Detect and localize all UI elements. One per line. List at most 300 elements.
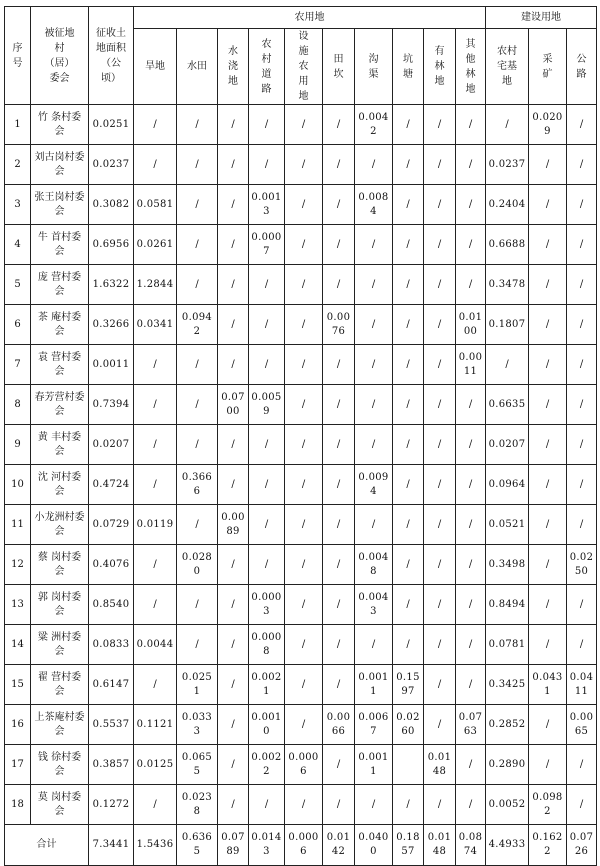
row-area: 0.4076	[89, 545, 134, 585]
row-value: 0.0942	[177, 305, 218, 345]
row-value: 0.0238	[177, 785, 218, 825]
row-value: /	[424, 225, 456, 265]
header-row-groups	[5, 7, 597, 29]
table-row	[5, 305, 597, 345]
table-row	[5, 265, 597, 305]
row-value: 0.0260	[393, 705, 424, 745]
header-agri-col: 田坎	[323, 29, 355, 105]
row-value: 0.3498	[486, 545, 529, 585]
row-value: /	[285, 185, 323, 225]
row-value: /	[134, 545, 177, 585]
row-value: 0.0089	[218, 505, 249, 545]
header-constr-col: 公路	[567, 29, 597, 105]
header-agri-col: 水浇地	[218, 29, 249, 105]
row-value: 0.0411	[567, 665, 597, 705]
row-area: 0.1272	[89, 785, 134, 825]
row-value: /	[177, 145, 218, 185]
row-value: 0.0341	[134, 305, 177, 345]
row-value: /	[285, 785, 323, 825]
row-value: /	[529, 545, 567, 585]
row-value: /	[323, 625, 355, 665]
header-agri-col: 坑塘	[393, 29, 424, 105]
row-value: /	[355, 505, 393, 545]
row-serial: 12	[5, 545, 31, 585]
row-value: 0.0011	[456, 345, 486, 385]
row-value: /	[456, 785, 486, 825]
row-value: /	[424, 545, 456, 585]
row-value: 0.2404	[486, 185, 529, 225]
row-value: /	[424, 585, 456, 625]
table-row	[5, 505, 597, 545]
row-value: /	[218, 225, 249, 265]
row-value: /	[567, 625, 597, 665]
row-value: 0.8494	[486, 585, 529, 625]
row-value: 0.0207	[486, 425, 529, 465]
row-value: /	[285, 345, 323, 385]
row-value: /	[424, 385, 456, 425]
header-agri-col: 沟渠	[355, 29, 393, 105]
row-value: /	[249, 785, 285, 825]
row-value: /	[393, 625, 424, 665]
row-value	[393, 745, 424, 785]
row-value: /	[218, 305, 249, 345]
row-value: /	[285, 625, 323, 665]
row-area: 0.0237	[89, 145, 134, 185]
total-value: 0.0400	[355, 825, 393, 866]
row-value: 0.1597	[393, 665, 424, 705]
header-agri-col: 旱地	[134, 29, 177, 105]
row-value: /	[393, 185, 424, 225]
row-value: 0.0094	[355, 465, 393, 505]
row-area: 0.6147	[89, 665, 134, 705]
row-value: 0.0148	[424, 745, 456, 785]
row-village: 蔡 岗村委会	[31, 545, 89, 585]
header-agri-group: 农用地	[134, 7, 486, 29]
total-value: 0.0874	[456, 825, 486, 866]
row-value: /	[393, 585, 424, 625]
row-value: /	[529, 385, 567, 425]
row-value: 0.0059	[249, 385, 285, 425]
row-area: 1.6322	[89, 265, 134, 305]
table-row	[5, 585, 597, 625]
row-value: /	[355, 425, 393, 465]
row-value: /	[567, 465, 597, 505]
total-value: 0.0726	[567, 825, 597, 866]
row-value: 0.0011	[355, 665, 393, 705]
row-village: 袁 营村委会	[31, 345, 89, 385]
total-value: 1.5436	[134, 825, 177, 866]
row-value: /	[323, 505, 355, 545]
row-value: /	[424, 785, 456, 825]
row-value: 0.2852	[486, 705, 529, 745]
row-value: /	[323, 585, 355, 625]
row-value: /	[323, 345, 355, 385]
row-serial: 18	[5, 785, 31, 825]
row-value: 0.0011	[355, 745, 393, 785]
row-area: 0.0833	[89, 625, 134, 665]
row-value: /	[567, 105, 597, 145]
row-value: /	[323, 145, 355, 185]
row-value: /	[177, 105, 218, 145]
row-value: 0.0333	[177, 705, 218, 745]
row-value: /	[424, 345, 456, 385]
table-row	[5, 105, 597, 145]
row-value: /	[529, 585, 567, 625]
row-value: 0.0042	[355, 105, 393, 145]
row-value: /	[218, 625, 249, 665]
row-area: 0.3857	[89, 745, 134, 785]
row-village: 莫 岗村委会	[31, 785, 89, 825]
row-value: /	[134, 145, 177, 185]
row-village: 竹 条村委会	[31, 105, 89, 145]
row-value: 0.3478	[486, 265, 529, 305]
row-value: /	[486, 105, 529, 145]
row-value: /	[249, 425, 285, 465]
table-row	[5, 345, 597, 385]
row-value: /	[567, 345, 597, 385]
row-value: /	[249, 265, 285, 305]
row-value: 0.6688	[486, 225, 529, 265]
row-value: 0.2890	[486, 745, 529, 785]
row-value: /	[393, 425, 424, 465]
row-value: /	[529, 745, 567, 785]
row-value: /	[177, 385, 218, 425]
row-value: /	[218, 185, 249, 225]
row-value: 0.0209	[529, 105, 567, 145]
row-village: 沈 河村委会	[31, 465, 89, 505]
row-value: 0.0003	[249, 585, 285, 625]
row-value: /	[424, 105, 456, 145]
header-agri-col: 有林地	[424, 29, 456, 105]
row-serial: 3	[5, 185, 31, 225]
row-value: 0.0052	[486, 785, 529, 825]
row-serial: 15	[5, 665, 31, 705]
row-serial: 1	[5, 105, 31, 145]
row-value: 0.0007	[249, 225, 285, 265]
row-value: 0.0280	[177, 545, 218, 585]
row-village: 牛 首村委会	[31, 225, 89, 265]
row-serial: 4	[5, 225, 31, 265]
total-value: 0.1857	[393, 825, 424, 866]
row-value: /	[323, 185, 355, 225]
row-value: /	[567, 745, 597, 785]
row-value: /	[134, 345, 177, 385]
row-value: /	[218, 425, 249, 465]
row-value: /	[567, 385, 597, 425]
row-value: /	[355, 265, 393, 305]
row-value: /	[529, 425, 567, 465]
row-value: /	[249, 305, 285, 345]
row-value: /	[567, 505, 597, 545]
row-value: 0.1807	[486, 305, 529, 345]
row-value: 0.0581	[134, 185, 177, 225]
row-area: 0.5537	[89, 705, 134, 745]
total-row	[5, 825, 597, 866]
row-value: /	[529, 185, 567, 225]
row-value: /	[456, 145, 486, 185]
row-value: 0.3666	[177, 465, 218, 505]
row-value: /	[456, 625, 486, 665]
row-value: /	[424, 185, 456, 225]
row-value: /	[456, 665, 486, 705]
row-value: /	[393, 465, 424, 505]
row-value: /	[424, 505, 456, 545]
header-serial: 序号	[5, 7, 31, 105]
table-row	[5, 145, 597, 185]
row-value: /	[218, 345, 249, 385]
row-value: /	[177, 505, 218, 545]
row-value: 0.0100	[456, 305, 486, 345]
row-value: /	[249, 105, 285, 145]
row-serial: 13	[5, 585, 31, 625]
row-value: /	[134, 425, 177, 465]
table-row	[5, 185, 597, 225]
row-value: 0.0261	[134, 225, 177, 265]
row-value: /	[285, 385, 323, 425]
row-value: /	[424, 145, 456, 185]
row-village: 钱 徐村委会	[31, 745, 89, 785]
row-value: /	[529, 345, 567, 385]
row-value: /	[424, 705, 456, 745]
row-value: 0.0010	[249, 705, 285, 745]
row-value: 0.0043	[355, 585, 393, 625]
row-value: /	[355, 345, 393, 385]
row-value: /	[529, 465, 567, 505]
row-value: /	[567, 305, 597, 345]
row-area: 0.3266	[89, 305, 134, 345]
row-value: /	[285, 265, 323, 305]
row-value: 0.0982	[529, 785, 567, 825]
row-value: /	[177, 585, 218, 625]
row-value: /	[567, 225, 597, 265]
row-value: 0.0022	[249, 745, 285, 785]
row-value: /	[393, 345, 424, 385]
total-value: 4.4933	[486, 825, 529, 866]
row-value: /	[285, 105, 323, 145]
header-constr-group: 建设用地	[486, 7, 597, 29]
land-acquisition-table-page	[4, 6, 596, 857]
row-value: /	[424, 305, 456, 345]
row-serial: 17	[5, 745, 31, 785]
row-value: /	[567, 185, 597, 225]
row-value: /	[393, 105, 424, 145]
row-value: /	[456, 225, 486, 265]
row-value: /	[218, 265, 249, 305]
row-value: /	[393, 505, 424, 545]
row-value: /	[529, 625, 567, 665]
row-value: /	[393, 265, 424, 305]
row-value: /	[393, 385, 424, 425]
row-value: /	[218, 105, 249, 145]
row-value: 0.0048	[355, 545, 393, 585]
row-area: 0.4724	[89, 465, 134, 505]
header-agri-col: 设施农用地	[285, 29, 323, 105]
row-area: 0.0207	[89, 425, 134, 465]
row-value: /	[285, 665, 323, 705]
row-value: /	[285, 225, 323, 265]
row-value: /	[456, 545, 486, 585]
row-value: /	[134, 665, 177, 705]
row-value: /	[393, 785, 424, 825]
row-value: 0.0076	[323, 305, 355, 345]
row-value: /	[177, 625, 218, 665]
row-area: 0.0011	[89, 345, 134, 385]
row-village: 翟 营村委会	[31, 665, 89, 705]
row-village: 春芳营村委会	[31, 385, 89, 425]
row-value: 0.6635	[486, 385, 529, 425]
row-value: 0.0250	[567, 545, 597, 585]
row-value: /	[285, 705, 323, 745]
table-row	[5, 665, 597, 705]
row-value: 0.0021	[249, 665, 285, 705]
row-value: /	[177, 265, 218, 305]
row-value: /	[323, 265, 355, 305]
land-acquisition-table	[4, 6, 597, 866]
row-value: /	[323, 545, 355, 585]
table-row	[5, 425, 597, 465]
row-value: /	[134, 385, 177, 425]
row-value: 0.0067	[355, 705, 393, 745]
row-value: /	[249, 145, 285, 185]
row-value: /	[249, 465, 285, 505]
row-value: /	[218, 545, 249, 585]
row-value: /	[486, 345, 529, 385]
row-value: /	[456, 185, 486, 225]
row-value: 0.0013	[249, 185, 285, 225]
row-value: /	[218, 705, 249, 745]
row-village: 粱 洲村委会	[31, 625, 89, 665]
row-value: /	[529, 505, 567, 545]
row-value: /	[249, 345, 285, 385]
row-value: 0.3425	[486, 665, 529, 705]
row-value: 0.0006	[285, 745, 323, 785]
row-value: /	[355, 385, 393, 425]
row-value: 0.0044	[134, 625, 177, 665]
row-value: /	[355, 625, 393, 665]
header-constr-col: 采矿	[529, 29, 567, 105]
row-value: 0.0781	[486, 625, 529, 665]
row-value: 0.0655	[177, 745, 218, 785]
row-value: /	[134, 585, 177, 625]
row-value: /	[456, 265, 486, 305]
row-value: /	[355, 145, 393, 185]
row-value: /	[567, 425, 597, 465]
table-row	[5, 625, 597, 665]
row-value: /	[529, 305, 567, 345]
row-value: 0.0008	[249, 625, 285, 665]
header-village: 被征地村（居）委会	[31, 7, 89, 105]
table-row	[5, 745, 597, 785]
row-village: 郭 岗村委会	[31, 585, 89, 625]
row-value: 0.1121	[134, 705, 177, 745]
table-row	[5, 465, 597, 505]
row-value: /	[134, 105, 177, 145]
row-value: /	[456, 425, 486, 465]
row-value: /	[218, 465, 249, 505]
row-value: /	[218, 785, 249, 825]
header-agri-col: 其他林地	[456, 29, 486, 105]
row-village: 小龙洲村委会	[31, 505, 89, 545]
row-value: /	[249, 505, 285, 545]
row-serial: 11	[5, 505, 31, 545]
row-value: 0.0065	[567, 705, 597, 745]
row-value: /	[218, 745, 249, 785]
row-value: /	[529, 265, 567, 305]
row-value: /	[567, 145, 597, 185]
row-area: 0.8540	[89, 585, 134, 625]
row-value: 0.0119	[134, 505, 177, 545]
row-value: /	[177, 425, 218, 465]
row-value: /	[285, 465, 323, 505]
row-value: /	[567, 265, 597, 305]
header-constr-col: 农村宅基地	[486, 29, 529, 105]
row-value: /	[285, 305, 323, 345]
total-value: 0.1622	[529, 825, 567, 866]
row-village: 庞 营村委会	[31, 265, 89, 305]
row-value: /	[456, 105, 486, 145]
row-serial: 14	[5, 625, 31, 665]
row-value: 0.0521	[486, 505, 529, 545]
row-value: /	[424, 465, 456, 505]
row-value: /	[424, 265, 456, 305]
row-value: /	[529, 145, 567, 185]
row-value: /	[285, 585, 323, 625]
header-agri-col: 农村道路	[249, 29, 285, 105]
row-value: /	[355, 785, 393, 825]
table-row	[5, 785, 597, 825]
row-area: 0.3082	[89, 185, 134, 225]
row-value: /	[567, 585, 597, 625]
row-value: /	[529, 705, 567, 745]
row-value: /	[285, 505, 323, 545]
row-serial: 5	[5, 265, 31, 305]
row-area: 0.6956	[89, 225, 134, 265]
row-village: 茶 庵村委会	[31, 305, 89, 345]
row-value: /	[355, 305, 393, 345]
table-body	[5, 105, 597, 866]
row-value: /	[218, 665, 249, 705]
row-area: 0.0729	[89, 505, 134, 545]
row-value: /	[323, 225, 355, 265]
row-serial: 7	[5, 345, 31, 385]
row-value: /	[393, 305, 424, 345]
row-serial: 10	[5, 465, 31, 505]
row-value: /	[285, 145, 323, 185]
row-area: 0.7394	[89, 385, 134, 425]
table-row	[5, 385, 597, 425]
row-value: /	[456, 385, 486, 425]
row-serial: 8	[5, 385, 31, 425]
row-value: /	[456, 505, 486, 545]
row-value: /	[323, 385, 355, 425]
row-value: /	[323, 465, 355, 505]
row-value: /	[218, 145, 249, 185]
row-value: /	[393, 225, 424, 265]
row-value: 0.0700	[218, 385, 249, 425]
row-value: /	[218, 585, 249, 625]
row-value: 0.0431	[529, 665, 567, 705]
table-row	[5, 705, 597, 745]
row-value: 0.0066	[323, 705, 355, 745]
row-serial: 16	[5, 705, 31, 745]
total-value: 0.0143	[249, 825, 285, 866]
total-value: 0.0148	[424, 825, 456, 866]
row-value: /	[134, 465, 177, 505]
row-value: /	[567, 785, 597, 825]
row-value: /	[424, 625, 456, 665]
row-serial: 6	[5, 305, 31, 345]
row-value: /	[393, 545, 424, 585]
